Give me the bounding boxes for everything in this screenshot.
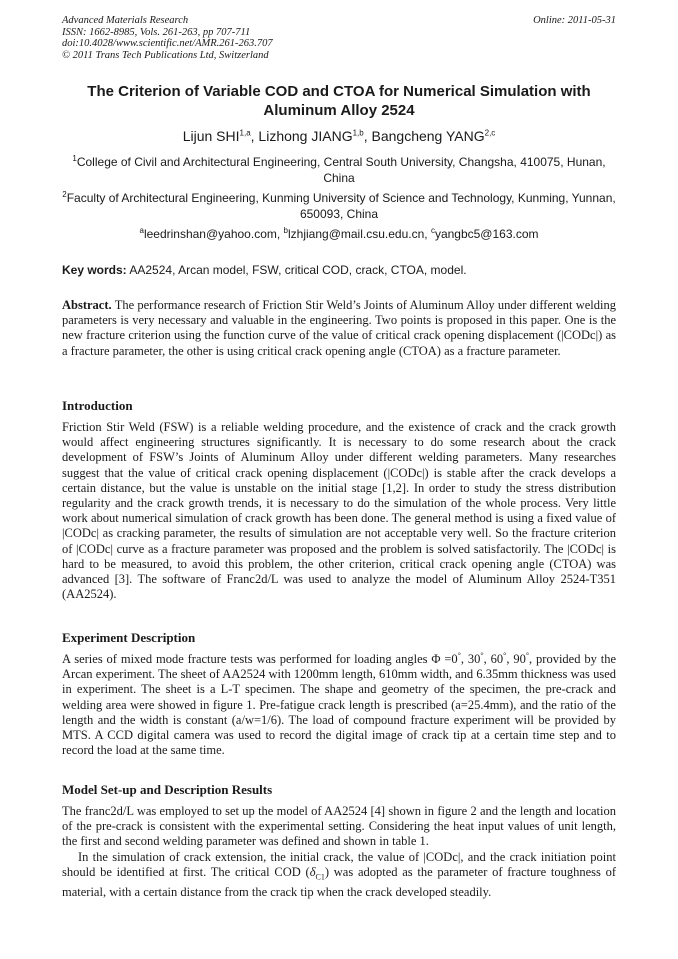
author-affil-sup: 1,a bbox=[239, 128, 251, 138]
affiliation-2 bbox=[62, 191, 616, 222]
paragraph-text: , 30 bbox=[460, 652, 481, 666]
author-name: Bangcheng YANG bbox=[371, 128, 485, 144]
email-sup: c bbox=[430, 226, 435, 235]
email-link[interactable]: yangbc5@163.com bbox=[434, 227, 539, 241]
paragraph-text: The franc2d/L was employed to set up the model of AA2524 [4] shown in figure 2 and the length and location of the pre-crack is consistent with the experimental setting. Considering the heat input values of unit length, the first and second welding parameter was defined and shown in table 1. bbox=[62, 804, 616, 849]
online-date: Online: 2011-05-31 bbox=[533, 15, 616, 26]
author-affil-sup: 2,c bbox=[484, 128, 496, 138]
experiment-paragraph bbox=[62, 652, 616, 758]
affiliation-text: Faculty of Architectural Engineering, Kunming University of Science and Technology, Kunming, Yunnan, 650093, China bbox=[66, 191, 616, 221]
delta-subscript: C1 bbox=[315, 872, 325, 882]
introduction-paragraph bbox=[62, 420, 616, 602]
section-heading-model: Model Set-up and Description Results bbox=[62, 782, 273, 797]
section-heading-introduction: Introduction bbox=[62, 398, 133, 413]
paragraph-text: Friction Stir Weld (FSW) is a reliable welding procedure, and the existence of crack and the crack growth would affect engineering structures significantly. It is necessary to do some research about the crack development of FSW’s Joints of Aluminum Alloy under different welding parameters. Many researches suggest that the value of critical crack opening displacement (|CODc|) is stable after the crack develops a certain distance, but the value is unstable on the initial stage [1,2]. In order to study the stress distribution regularity and the crack growth trends, it is necessary to do the simulation of the whole process. Very little work about numerical simulation of crack growth has been done. The general method is using a fixed value of |CODc| as cracking parameter, the results of simulation are not acceptable very well. So the fracture criterion of |CODc| curve as a fracture parameter was proposed and the problem is solved satisfactorily. The |CODc| is hard to be measured, to avoid this problem, the other criterion, critical crack opening angle (CTOA) was advanced [3]. The software of Franc2d/L was used to analyze the model of Aluminum Alloy 2524-T351 (AA2524). bbox=[62, 420, 616, 602]
journal-header bbox=[62, 15, 616, 61]
section-heading-experiment: Experiment Description bbox=[62, 630, 196, 645]
paper-title: The Criterion of Variable COD and CTOA for Numerical Simulation with Aluminum Alloy 2524 bbox=[87, 83, 591, 119]
author-name: Lijun SHI bbox=[182, 128, 240, 144]
paragraph-text: , 60 bbox=[483, 652, 504, 666]
model-paragraph bbox=[62, 804, 616, 900]
keywords-text: AA2524, Arcan model, FSW, critical COD, crack, CTOA, model. bbox=[129, 263, 467, 277]
journal-name: Advanced Materials Research bbox=[62, 15, 189, 26]
issn-line: ISSN: 1662-8985, Vols. 261-263, pp 707-711 bbox=[62, 26, 251, 38]
paragraph-text: In the simulation of crack extension, the initial crack, the value of |CODc|, and the crack initiation point should be identified at first. The critical COD ( bbox=[62, 849, 616, 879]
keywords bbox=[62, 263, 616, 278]
keywords-label: Key words: bbox=[62, 263, 127, 277]
affiliation-sup: 2 bbox=[62, 190, 67, 199]
doi-line: doi:10.4028/www.scientific.net/AMR.261-263.707 bbox=[62, 38, 273, 49]
degree-sup: ° bbox=[503, 650, 507, 660]
author-emails bbox=[62, 227, 616, 242]
paragraph-text: A series of mixed mode fracture tests was performed for loading angles Φ =0 bbox=[62, 652, 458, 666]
affiliation-1 bbox=[62, 155, 616, 186]
degree-sup: ° bbox=[525, 650, 530, 660]
paragraph-text: ) was adopted as the parameter of fracture toughness of material, with a certain distance from the crack tip when the crack developed steadily. bbox=[62, 864, 617, 899]
email-sup: b bbox=[283, 226, 288, 235]
abstract-label: Abstract. bbox=[62, 298, 112, 312]
copyright-line: © 2011 Trans Tech Publications Ltd, Switzerland bbox=[62, 49, 269, 61]
author-name: Lizhong JIANG bbox=[258, 128, 353, 144]
paragraph-text: , 90 bbox=[506, 652, 526, 666]
author-list: Lijun SHI$^{1,a}$, Lizhong JIANG$^{1,b}$, Bangcheng YANG$^{2,c}$ bbox=[182, 128, 496, 144]
email-link[interactable]: leedrinshan@yahoo.com, bbox=[143, 227, 281, 241]
degree-sup: ° bbox=[457, 650, 461, 660]
author-affil-sup: 1,b bbox=[352, 128, 364, 138]
affiliation-text: College of Civil and Architectural Engineering, Central South University, Changsha, 410075, Hunan, China bbox=[76, 155, 606, 185]
abstract-text: The performance research of Friction Stir Weld’s Joints of Aluminum Alloy under different welding parameters is very necessary and valuable in the engineering. Two points is proposed in this paper. One is the new fracture criterion using the function curve of the value of critical crack opening displacement (|CODc|) as a fracture parameter, the other is using critical crack opening angle (CTOA) as a fracture parameter. bbox=[62, 298, 616, 358]
degree-sup: ° bbox=[480, 650, 484, 660]
email-link[interactable]: lzhjiang@mail.csu.edu.cn, bbox=[288, 227, 428, 241]
email-sup: a bbox=[139, 226, 144, 235]
affiliation-sup: 1 bbox=[72, 154, 77, 163]
abstract bbox=[62, 298, 616, 359]
delta-symbol: δ bbox=[309, 864, 316, 879]
paragraph-text: , provided by the Arcan experiment. The sheet of AA2524 with 1200mm length, 610mm width, and 6.35mm thickness was used in experiment. The sheet is a L-T specimen. The shape and geometry of the specimen, the pre-crack and welding area were showed in figure 1. Pre-fatigue crack length is prescribed (a=25.4mm), and the ratio of the length and the width is constant (a/w=1/6). The load of compound fracture experiment will be provided by MTS. A CCD digital camera was used to record the digital image of crack tip at a certain time step and to record the load at the same time. bbox=[62, 652, 617, 758]
